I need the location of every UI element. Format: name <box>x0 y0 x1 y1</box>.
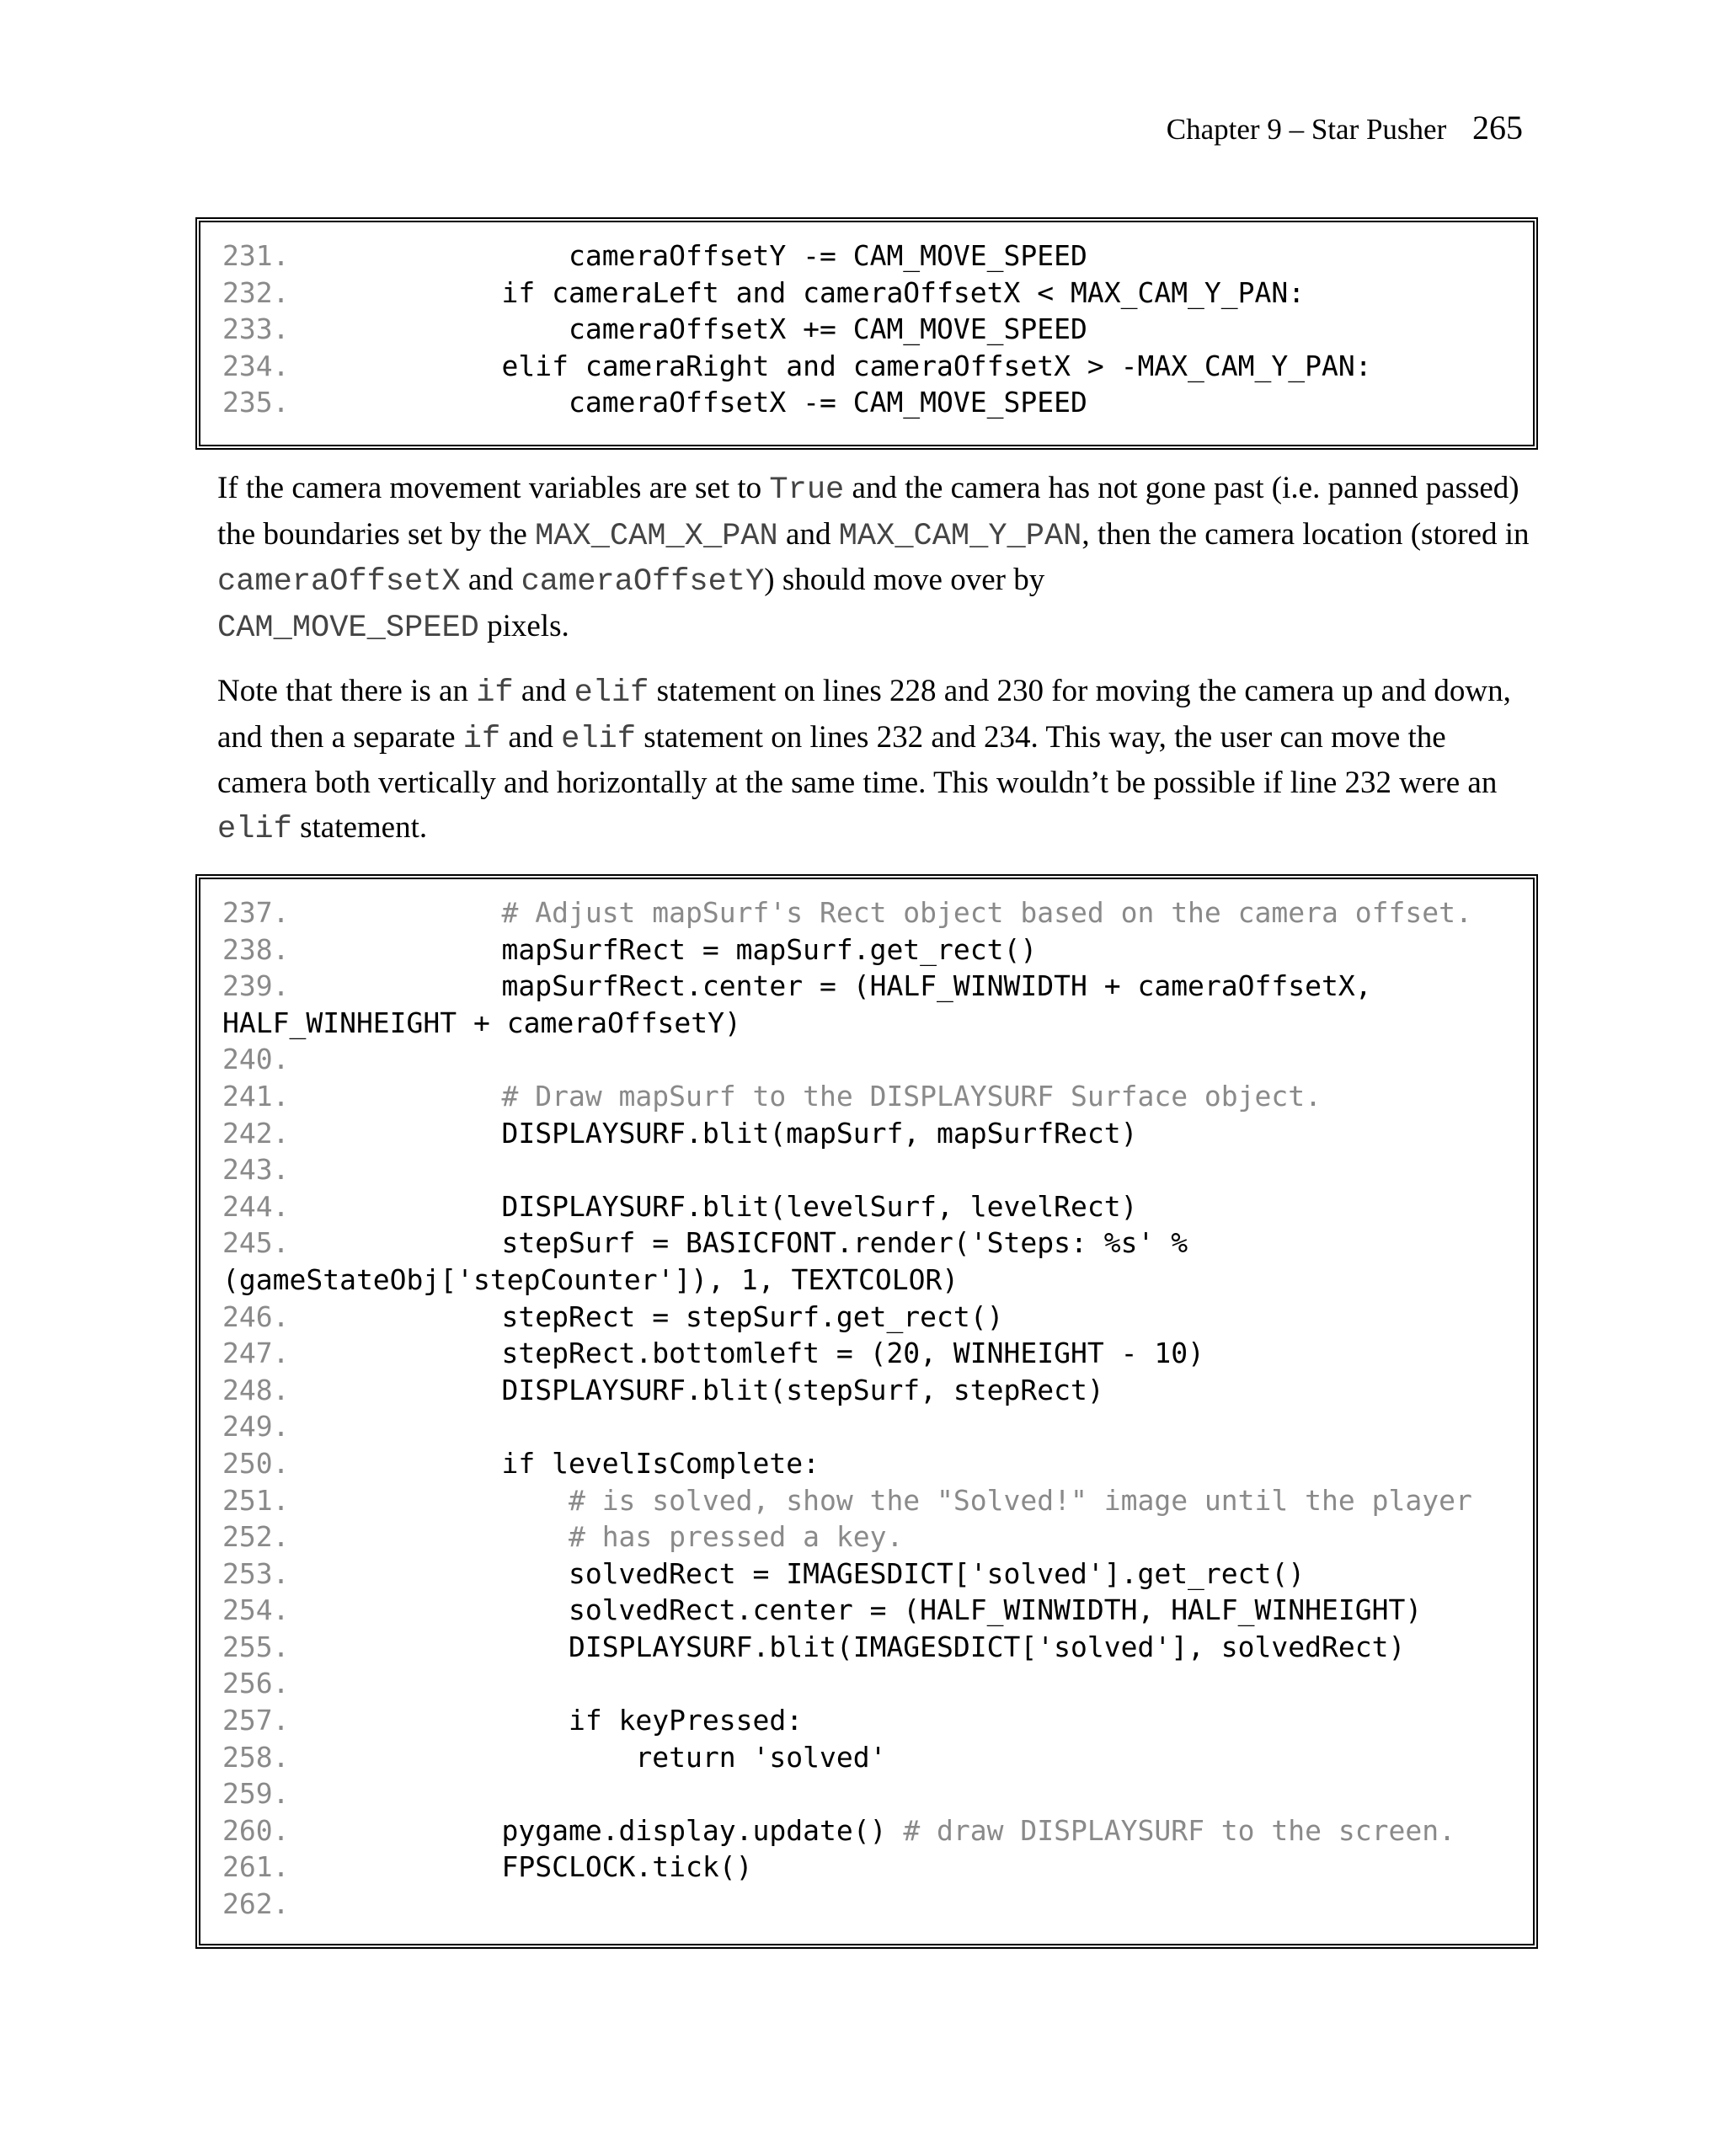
code-indent <box>435 239 569 272</box>
code-indent <box>435 1117 501 1150</box>
code-line <box>222 968 1511 1005</box>
code-line <box>222 348 1511 385</box>
inline-code: elif <box>561 721 636 757</box>
code-text: DISPLAYSURF.blit(mapSurf, mapSurfRect) <box>501 1116 1138 1150</box>
code-comment: # Draw mapSurf to the DISPLAYSURF Surface object. <box>501 1079 1322 1113</box>
line-number: 252. <box>222 1520 290 1554</box>
code-indent <box>435 1484 569 1517</box>
line-number: 247. <box>222 1337 290 1370</box>
code-line <box>222 1775 1511 1812</box>
line-number: 246. <box>222 1299 290 1333</box>
code-text: DISPLAYSURF.blit(levelSurf, levelRect) <box>501 1189 1138 1223</box>
line-number: 248. <box>222 1373 290 1406</box>
code-text: if keyPressed: <box>568 1704 804 1737</box>
text-run: Note that there is an <box>217 674 477 708</box>
text-run: and <box>500 719 562 755</box>
code-line <box>222 237 1511 275</box>
code-comment: # draw DISPLAYSURF to the screen. <box>903 1813 1455 1847</box>
line-number: 254. <box>222 1593 290 1627</box>
line-number: 243. <box>222 1153 290 1187</box>
line-number: 244. <box>222 1189 290 1223</box>
code-indent <box>435 1337 501 1369</box>
code-line <box>222 1335 1511 1372</box>
code-line <box>222 1665 1511 1702</box>
code-indent <box>435 312 569 345</box>
text-run: and <box>460 563 521 597</box>
line-number: 260. <box>222 1813 290 1847</box>
line-number: 262. <box>222 1887 290 1921</box>
line-number: 240. <box>222 1043 290 1076</box>
paragraph-camera-movement <box>217 467 1531 650</box>
line-number: 245. <box>222 1226 290 1260</box>
line-number: 233. <box>222 312 290 346</box>
code-line <box>222 311 1511 348</box>
code-line <box>222 1702 1511 1739</box>
code-line <box>222 1262 1511 1299</box>
code-line <box>222 1188 1511 1225</box>
code-indent <box>435 1190 501 1223</box>
code-text: cameraOffsetY -= CAM_MOVE_SPEED <box>568 239 1087 272</box>
code-text: solvedRect = IMAGESDICT['solved'].get_rect() <box>568 1556 1306 1590</box>
code-indent <box>435 350 501 382</box>
page-number: 265 <box>1472 109 1523 147</box>
inline-code: MAX_CAM_Y_PAN <box>838 518 1082 554</box>
code-line <box>222 1592 1511 1629</box>
text-run: , then the camera location (stored in <box>1081 516 1530 552</box>
inline-code: True <box>769 472 845 508</box>
line-number: 232. <box>222 275 290 309</box>
code-indent <box>435 1557 569 1590</box>
code-comment: # is solved, show the "Solved!" image until the player <box>568 1483 1472 1517</box>
code-line <box>222 931 1511 969</box>
code-line <box>222 1739 1511 1776</box>
code-text: stepRect = stepSurf.get_rect() <box>501 1299 1004 1333</box>
code-line <box>222 1151 1511 1188</box>
line-number: 258. <box>222 1740 290 1774</box>
line-number: 253. <box>222 1556 290 1590</box>
line-number: 257. <box>222 1704 290 1737</box>
code-line <box>222 1115 1511 1152</box>
line-number: 241. <box>222 1079 290 1113</box>
text-run: statement on lines 228 and 230 for moving the camera up and down, and then a separate <box>217 674 1511 755</box>
code-indent <box>435 386 569 419</box>
inline-code: elif <box>574 675 649 711</box>
code-line <box>222 384 1511 421</box>
inline-code: if <box>476 675 514 711</box>
code-text: (gameStateObj['stepCounter']), 1, TEXTCOLOR) <box>222 1262 959 1296</box>
text-run: If the camera movement variables are set to <box>217 471 770 505</box>
code-line <box>222 1408 1511 1445</box>
text-run: ) should move over by <box>764 563 1045 597</box>
line-number: 237. <box>222 896 290 929</box>
code-line <box>222 894 1511 931</box>
code-text: if cameraLeft and cameraOffsetX < MAX_CAM_Y_PAN: <box>501 275 1306 309</box>
inline-code: cameraOffsetY <box>521 564 765 600</box>
code-indent <box>435 1226 501 1259</box>
inline-code: cameraOffsetX <box>217 564 461 600</box>
text-run: and the camera has not gone past (i.e. panned passed) the boundaries set by the <box>217 471 1519 552</box>
code-comment: # Adjust mapSurf's Rect object based on the camera offset. <box>501 896 1472 929</box>
line-number: 249. <box>222 1410 290 1444</box>
text-run: statement. <box>291 809 428 845</box>
code-line <box>222 1225 1511 1262</box>
page-header <box>1167 108 1523 147</box>
code-listing-237-262 <box>195 874 1538 1949</box>
inline-code: CAM_MOVE_SPEED <box>217 610 479 646</box>
code-text: return 'solved' <box>635 1740 887 1774</box>
code-text: solvedRect.center = (HALF_WINWIDTH, HALF_WINHEIGHT) <box>568 1593 1423 1627</box>
code-line <box>222 1005 1511 1042</box>
line-number: 235. <box>222 386 290 419</box>
code-line <box>222 1041 1511 1078</box>
inline-code: elif <box>217 811 292 847</box>
text-run: pixels. <box>478 608 569 643</box>
line-number: 234. <box>222 349 290 382</box>
code-indent <box>435 933 501 966</box>
code-line <box>222 1629 1511 1666</box>
inline-code: if <box>462 721 501 757</box>
code-line <box>222 1482 1511 1519</box>
code-text: mapSurfRect = mapSurf.get_rect() <box>501 932 1038 966</box>
code-line <box>222 1556 1511 1593</box>
text-run: statement on lines 232 and 234. This way, the user can move the camera both vertically and horizontally at the same time. This wouldn’t be possible if line 232 were an <box>217 719 1498 800</box>
line-number: 242. <box>222 1116 290 1150</box>
code-comment: # has pressed a key. <box>568 1520 904 1554</box>
code-indent <box>435 1630 569 1663</box>
code-text: DISPLAYSURF.blit(stepSurf, stepRect) <box>501 1373 1104 1406</box>
line-number: 255. <box>222 1630 290 1663</box>
text-run: and <box>513 674 574 708</box>
code-text: cameraOffsetX -= CAM_MOVE_SPEED <box>568 386 1087 419</box>
code-indent <box>435 1593 569 1626</box>
code-line <box>222 275 1511 312</box>
code-text: pygame.display.update() <box>501 1813 904 1847</box>
code-indent <box>435 1447 501 1480</box>
code-indent <box>435 1814 501 1847</box>
line-number: 231. <box>222 239 290 272</box>
code-line <box>222 1849 1511 1886</box>
inline-code: MAX_CAM_X_PAN <box>535 518 778 554</box>
code-line <box>222 1299 1511 1336</box>
paragraph-if-elif-note <box>217 670 1531 851</box>
line-number: 251. <box>222 1483 290 1517</box>
text-run: and <box>777 516 839 552</box>
code-line <box>222 1372 1511 1409</box>
code-listing-231-235 <box>195 217 1538 450</box>
code-text: stepRect.bottomleft = (20, WINHEIGHT - 10) <box>501 1337 1204 1370</box>
code-text: elif cameraRight and cameraOffsetX > -MAX_CAM_Y_PAN: <box>501 349 1372 382</box>
line-number: 239. <box>222 969 290 1003</box>
code-indent <box>435 1374 501 1406</box>
line-number: 256. <box>222 1667 290 1700</box>
code-indent <box>435 896 501 929</box>
code-indent <box>435 1520 569 1553</box>
code-text: cameraOffsetX += CAM_MOVE_SPEED <box>568 312 1087 346</box>
code-indent <box>435 1080 501 1113</box>
line-number: 250. <box>222 1446 290 1480</box>
code-text: FPSCLOCK.tick() <box>501 1850 753 1884</box>
code-line <box>222 1886 1511 1923</box>
code-line <box>222 1078 1511 1115</box>
code-indent <box>435 276 501 309</box>
code-text: if levelIsComplete: <box>501 1446 820 1480</box>
code-line <box>222 1812 1511 1849</box>
code-text: DISPLAYSURF.blit(IMAGESDICT['solved'], solvedRect) <box>568 1630 1406 1663</box>
line-number: 259. <box>222 1777 290 1811</box>
code-indent <box>435 969 501 1002</box>
line-number: 261. <box>222 1850 290 1884</box>
code-text: mapSurfRect.center = (HALF_WINWIDTH + cameraOffsetX, <box>501 969 1372 1003</box>
code-indent <box>435 1850 501 1883</box>
code-line <box>222 1445 1511 1482</box>
chapter-title: Chapter 9 – Star Pusher <box>1166 113 1447 146</box>
code-line <box>222 1518 1511 1556</box>
code-text: stepSurf = BASICFONT.render('Steps: %s' % <box>501 1226 1188 1260</box>
code-indent <box>435 1300 501 1333</box>
code-indent <box>435 1704 569 1737</box>
code-text: HALF_WINHEIGHT + cameraOffsetY) <box>222 1006 741 1039</box>
line-number: 238. <box>222 932 290 966</box>
code-indent <box>435 1741 635 1774</box>
